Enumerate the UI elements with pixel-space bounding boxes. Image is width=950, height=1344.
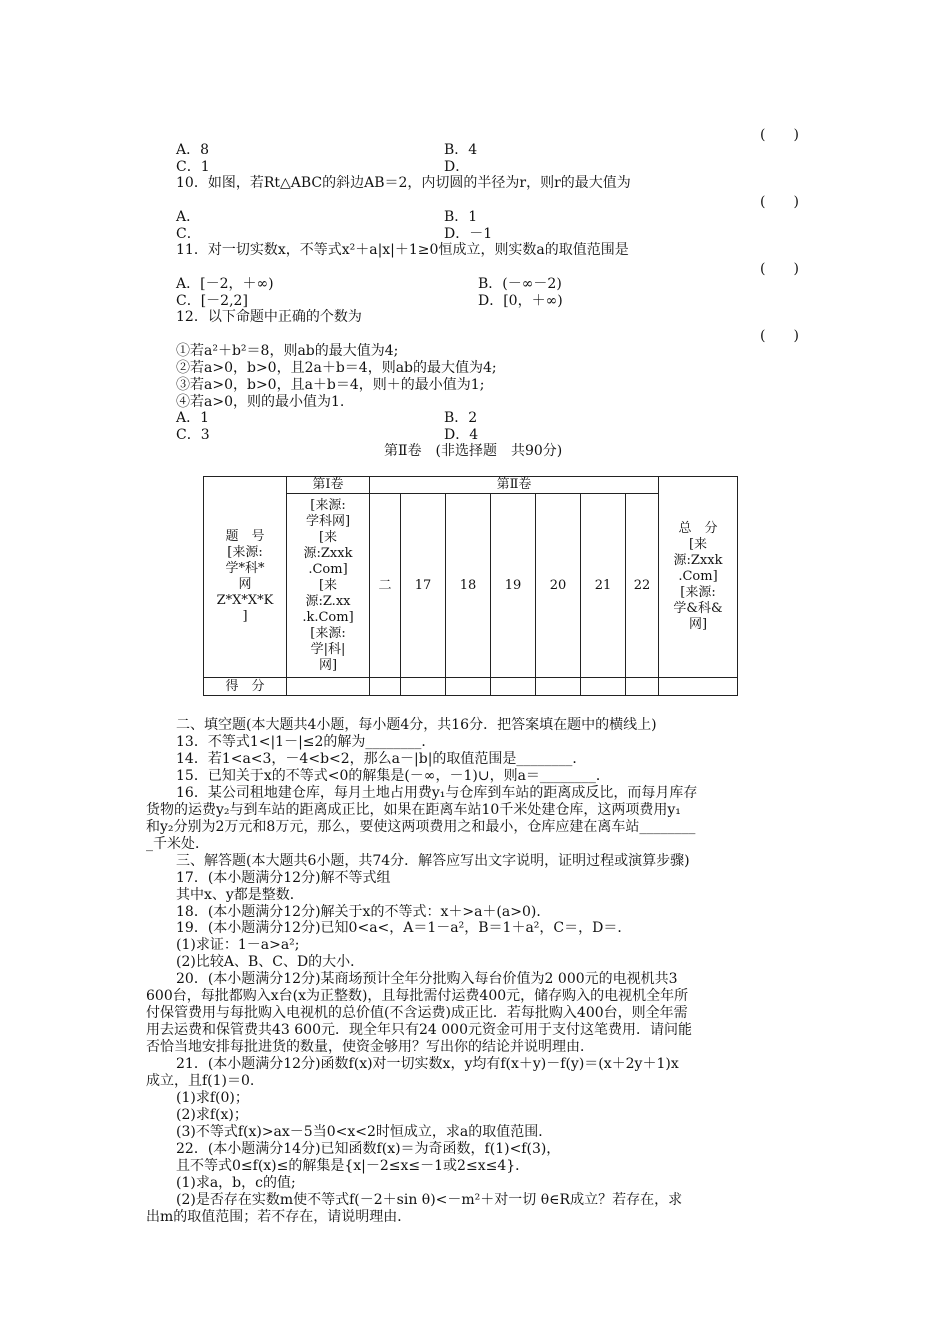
q19-line-2: (1)求证：1－a>a²; xyxy=(176,937,300,953)
score-table-col: 21 xyxy=(581,494,626,678)
q21-line-2: 成立，且f(1)＝0. xyxy=(146,1073,255,1089)
q10-option-a: A． xyxy=(176,209,201,225)
q22-line-1: 22．(本小题满分14分)已知函数f(x)＝为奇函数，f(1)<f(3)， xyxy=(176,1141,561,1157)
score-cell xyxy=(581,678,626,696)
answer-paren-q10: ( ) xyxy=(760,194,799,210)
q11-option-b: B．(－∞－2) xyxy=(478,276,562,292)
q16-line-4: _千米处． xyxy=(146,836,209,852)
score-cell xyxy=(287,678,370,696)
q21-line-3: (1)求f(0)； xyxy=(176,1090,249,1106)
q10-option-d: D．－1 xyxy=(444,226,493,242)
score-table-juan1-header: 第Ⅰ卷 xyxy=(287,477,370,494)
q14: 14．若1<a<3，－4<b<2，那么a－|b|的取值范围是________． xyxy=(176,751,587,767)
q22-line-3: (1)求a，b，c的值; xyxy=(176,1175,296,1191)
score-table xyxy=(203,476,738,696)
q20-line-4: 用去运费和保管费共43 600元．现全年只有24 000元资金可用于支付这笔费用．请问能 xyxy=(146,1022,692,1038)
q12-stem: 12．以下命题中正确的个数为 xyxy=(176,309,362,325)
section2-heading: 二、填空题(本大题共4小题，每小题4分，共16分．把答案填在题中的横线上) xyxy=(176,717,657,733)
q12-option-d: D．4 xyxy=(444,427,479,443)
q15: 15．已知关于x的不等式<0的解集是(－∞，－1)∪，则a＝________． xyxy=(176,768,610,784)
q20-line-1: 20．(本小题满分12分)某商场预计全年分批购入每台价值为2 000元的电视机共3 xyxy=(176,971,678,987)
score-table-defen-label: 得 分 xyxy=(204,678,287,696)
score-cell xyxy=(626,678,659,696)
q16-line-2: 货物的运费y₂与到车站的距离成正比，如果在距离车站10千米处建仓库，这两项费用y₁ xyxy=(146,802,681,818)
q12-statement-4: ④若a>0，则的最小值为1. xyxy=(176,394,345,410)
q11-stem: 11．对一切实数x，不等式x²＋a|x|＋1≥0恒成立，则实数a的取值范围是 xyxy=(176,242,629,258)
answer-paren-q9: ( ) xyxy=(760,127,799,143)
q12-option-b: B．2 xyxy=(444,410,478,426)
score-cell xyxy=(446,678,491,696)
q10-option-c: C． xyxy=(176,226,201,242)
q17-line-1: 17．(本小题满分12分)解不等式组 xyxy=(176,870,391,886)
score-table-juan1-notes: [来源: 学科网] [来 源:Zxxk .Com] [来 源:Z.xx .k.Com] [来源: 学|科| 网] xyxy=(287,494,370,678)
q9-option-d: D． xyxy=(444,159,470,175)
score-cell xyxy=(491,678,536,696)
q16-line-1: 16．某公司租地建仓库，每月土地占用费y₁与仓库到车站的距离成反比，而每月库存 xyxy=(176,785,698,801)
q21-line-4: (2)求f(x)； xyxy=(176,1107,248,1123)
answer-paren-q11: ( ) xyxy=(760,261,799,277)
q12-statement-2: ②若a>0，b>0，且2a＋b＝4，则ab的最大值为4; xyxy=(176,360,497,376)
score-cell xyxy=(659,678,738,696)
q11-option-a: A．[－2，＋∞) xyxy=(176,276,274,292)
q9-option-b: B．4 xyxy=(444,142,478,158)
q10-option-b: B．1 xyxy=(444,209,478,225)
q11-option-d: D．[0，＋∞) xyxy=(478,293,563,309)
score-table-col: 二 xyxy=(370,494,401,678)
q10-stem: 10．如图，若Rt△ABC的斜边AB＝2，内切圆的半径为r，则r的最大值为 xyxy=(176,175,631,191)
q12-statement-3: ③若a>0，b>0，且a＋b＝4，则＋的最小值为1; xyxy=(176,377,485,393)
q22-line-2: 且不等式0≤f(x)≤的解集是{x|－2≤x≤－1或2≤x≤4}． xyxy=(176,1158,530,1174)
score-cell xyxy=(536,678,581,696)
q17-line-2: 其中x、y都是整数． xyxy=(176,887,304,903)
q19-line-3: (2)比较A、B、C、D的大小． xyxy=(176,954,365,970)
q12-option-a: A．1 xyxy=(176,410,210,426)
score-table-col: 17 xyxy=(401,494,446,678)
q22-line-4: (2)是否存在实数m使不等式f(－2＋sin θ)<－m²＋对一切 θ∈R成立？若存在，求 xyxy=(176,1192,683,1208)
score-cell xyxy=(401,678,446,696)
score-table-tihao: 题 号 [来源: 学*科* 网 Z*X*X*K ] xyxy=(204,477,287,678)
part2-title: 第Ⅱ卷 (非选择题 共90分) xyxy=(384,443,563,459)
score-table-col: 22 xyxy=(626,494,659,678)
q20-line-3: 付保管费用与每批购入电视机的总价值(不含运费)成正比．若每批购入400台，则全年需 xyxy=(146,1005,688,1021)
q12-option-c: C．3 xyxy=(176,427,210,443)
q12-statement-1: ①若a²＋b²＝8，则ab的最大值为4; xyxy=(176,343,399,359)
q20-line-5: 否恰当地安排每批进货的数量，使资金够用？写出你的结论并说明理由． xyxy=(146,1039,594,1055)
q16-line-3: 和y₂分别为2万元和8万元，那么，要使这两项费用之和最小，仓库应建在离车站________ xyxy=(146,819,696,835)
q21-line-1: 21．(本小题满分12分)函数f(x)对一切实数x，y均有f(x＋y)－f(y)＝(x＋2y＋1)x xyxy=(176,1056,679,1072)
score-table-col: 20 xyxy=(536,494,581,678)
score-table-juan2-header: 第Ⅱ卷 xyxy=(370,477,659,494)
score-table-col: 19 xyxy=(491,494,536,678)
q18: 18．(本小题满分12分)解关于x的不等式：x＋>a＋(a>0)． xyxy=(176,904,551,920)
q9-option-c: C．1 xyxy=(176,159,210,175)
score-table-col: 18 xyxy=(446,494,491,678)
q19-line-1: 19．(本小题满分12分)已知0<a<，A＝1－a²，B＝1＋a²，C＝，D＝． xyxy=(176,920,632,936)
q11-option-c: C．[－2,2] xyxy=(176,293,248,309)
answer-paren-q12: ( ) xyxy=(760,328,799,344)
q9-option-a: A．8 xyxy=(176,142,210,158)
q22-line-5: 出m的取值范围；若不存在，请说明理由． xyxy=(146,1209,412,1225)
score-table-zongfen: 总 分 [来 源:Zxxk .Com] [来源: 学&科& 网] xyxy=(659,477,738,678)
section3-heading: 三、解答题(本大题共6小题，共74分．解答应写出文字说明，证明过程或演算步骤) xyxy=(176,853,690,869)
q13: 13．不等式1<|1－|≤2的解为________． xyxy=(176,734,436,750)
q20-line-2: 600台，每批都购入x台(x为正整数)，且每批需付运费400元，储存购入的电视机全年所 xyxy=(146,988,689,1004)
score-cell xyxy=(370,678,401,696)
q21-line-5: (3)不等式f(x)>ax－5当0<x<2时恒成立，求a的取值范围． xyxy=(176,1124,553,1140)
